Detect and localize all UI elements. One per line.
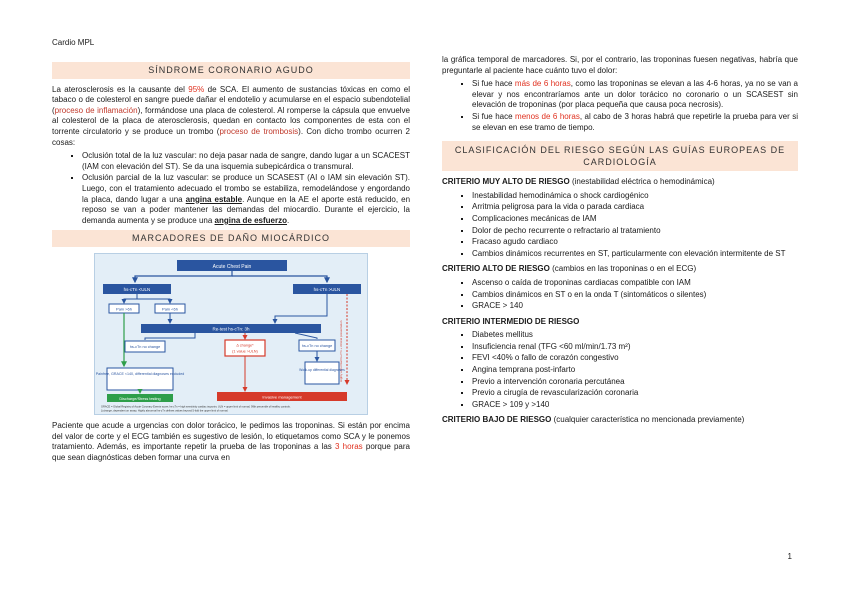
criterion-very-high: CRITERIO MUY ALTO DE RIESGO (inestabilidad eléctrica o hemodinámica) [442, 177, 715, 187]
section-banner-riesgo: CLASIFICACIÓN DEL RIESGO SEGÚN LAS GUÍAS EUROPEAS DE CARDIOLOGÍA [442, 141, 798, 171]
list-item: ▪ Complicaciones mecánicas de IAM [472, 214, 798, 225]
list-item: ▪ FEVI <40% o fallo de corazón congestivo [472, 353, 798, 364]
figure-note: Δ change, dependent on assay. Highly abnormal hs-cTn defines values beyond 5-fold the upper limit of normal. [101, 409, 229, 413]
list-item: ▪ GRACE > 140 [472, 301, 798, 312]
criterion-intermediate: CRITERIO INTERMEDIO DE RIESGO [442, 316, 580, 326]
list-item: ▪ Angina temprana post-infarto [472, 365, 798, 376]
node-workup [305, 362, 339, 384]
node-label: Δ change* [236, 343, 254, 348]
list-item: ▪ Si fue hace menos de 6 horas, al cabo de 3 horas habrá que repetirle la prueba para ver si se elevan en ese tramo de tiempo. [472, 112, 798, 133]
figure-note: GRACE = Global Registry of Acute Coronary Events score; hs-cTn = high sensitivity cardiac troponin; ULN = upper limit of normal, 99th percentile of healthy controls. [101, 405, 291, 409]
list-item: ▪ Insuficiencia renal (TFG <60 ml/min/1.73 m²) [472, 342, 798, 353]
section-banner-marcadores: MARCADORES DE DAÑO MIOCÁRDICO [52, 230, 410, 247]
node-label: Painfree, GRACE <140, differential diagnoses excluded [95, 371, 185, 376]
list-item: ▪ Diabetes mellitus [472, 330, 798, 341]
criterion-high-list [442, 278, 798, 312]
list-item: ▪ Cambios dinámicos recurrentes en ST, particularmente con elevación intermitente de ST [472, 249, 798, 260]
paragraph-aterosclerosis: La aterosclerosis es la causante del 95% de SCA. El aumento de sustancias tóxicas en como el tabaco o de colesterol en sangre puede dañar el endotelio y acumularse en el espacio subendotelial (proceso de inflamación), formándose una placa de colesterol. Al romperse la cápsula que envuelve al colesterol de la placa de aterosclerosis, quedan en contacto los componentes de esta con el torrente circulatorio y se produce un trombo (proceso de trombosis). Con dicho trombo ocurren 2 cosas: [52, 84, 410, 147]
list-item: ▪ Fracaso agudo cardiaco [472, 237, 798, 248]
criterion-intermediate-list [442, 330, 798, 410]
list-item: ▪ Ascenso o caída de troponinas cardiacas compatible con IAM [472, 278, 798, 289]
troponin-flowchart [94, 253, 368, 415]
list-item: ▪ GRACE > 109 y >140 [472, 400, 798, 411]
node-label: hs-cTn <ULN [123, 286, 151, 292]
criterion-high: CRITERIO ALTO DE RIESGO (cambios en las troponinas o en el ECG) [442, 264, 697, 274]
right-column [442, 55, 798, 428]
paragraph-continuation: la gráfica temporal de marcadores. Si, por el contrario, las troponinas fuesen negativas, habría que preguntarle al paciente hace cuánto tuvo el dolor: [442, 55, 798, 75]
document-header: Cardio MPL [52, 38, 95, 47]
occlusion-list [52, 151, 410, 226]
node-label: Pain >6h [116, 306, 132, 312]
page-number: 1 [787, 552, 792, 561]
list-item: ▪ Cambios dinámicos en ST o en la onda T (sintomáticos o silentes) [472, 290, 798, 301]
list-item: ▪ Oclusión parcial de la luz vascular: se produce un SCASEST (AI o IAM sin elevación ST). Luego, con el tratamiento adecuado el trombo se estabiliza, remodelándose y engordando la placa, dando lugar a una angina estable. Aunque en la AE el aporte está reducido, en reposo se van a poder mantener las demandas del miocardio. Durante el ejercicio, la demanda aumenta y se produce una angina de esfuerzo. [82, 173, 410, 226]
list-item: ▪ Previo a cirugía de revascularización coronaria [472, 388, 798, 399]
node-label: Re-test hs-cTn: 3h [212, 326, 250, 332]
node-label: Acute Chest Pain [212, 263, 252, 270]
node-label: Pain <6h [162, 306, 178, 312]
flowchart-svg [95, 254, 367, 414]
node-label: (1 value >ULN) [232, 349, 258, 354]
list-item: ▪ Si fue hace más de 6 horas, como las troponinas se elevan a las 4-6 horas, ya no se van a elevar y nos encontraríamos ante un dolor torácico no coronario o un SCASEST sin elevación de troponinas (por placa pequeña que causa poca necrosis). [472, 79, 798, 111]
node-label: Invasive management [262, 394, 302, 400]
node-change [225, 340, 265, 356]
criterion-low: CRITERIO BAJO DE RIESGO (cualquier característica no mencionada previamente) [442, 415, 745, 425]
highly-abnormal-label: Highly abnormal hs-cTn + clinical presentation [339, 320, 343, 382]
left-column [52, 62, 410, 463]
section-banner-sca: SÍNDROME CORONARIO AGUDO [52, 62, 410, 79]
node-label: hs-cTn no change [129, 344, 161, 349]
list-item: ▪ Dolor de pecho recurrente o refractario al tratamiento [472, 226, 798, 237]
node-label: hs-cTn >ULN [313, 286, 341, 292]
list-item: ▪ Oclusión total de la luz vascular: no deja pasar nada de sangre, dando lugar a un SCACEST (IAM con elevación del ST). Se da una isquemia subepicárdica o transmural. [82, 151, 410, 172]
criterion-very-high-list [442, 191, 798, 260]
list-item: ▪ Previo a intervención coronaria percutánea [472, 377, 798, 388]
node-label: Work-up differential diagnoses [299, 367, 345, 372]
time-list [442, 79, 798, 133]
node-label: hs-cTn no change [301, 343, 333, 348]
list-item: ▪ Inestabilidad hemodinámica o shock cardiogénico [472, 191, 798, 202]
paragraph-troponinas: Paciente que acude a urgencias con dolor torácico, le pedimos las troponinas. Si están por encima del valor de corte y el ECG también es sugestivo de lesión, lo etiquetamos como SCA y le ponemos tratamiento. Además, es importante repetir la prueba de las troponinas a las 3 horas porque para que sean diagnósticas deben formar una curva en [52, 420, 410, 462]
list-item: ▪ Arritmia peligrosa para la vida o parada cardiaca [472, 202, 798, 213]
node-label: Discharge/Stress testing [119, 396, 161, 401]
